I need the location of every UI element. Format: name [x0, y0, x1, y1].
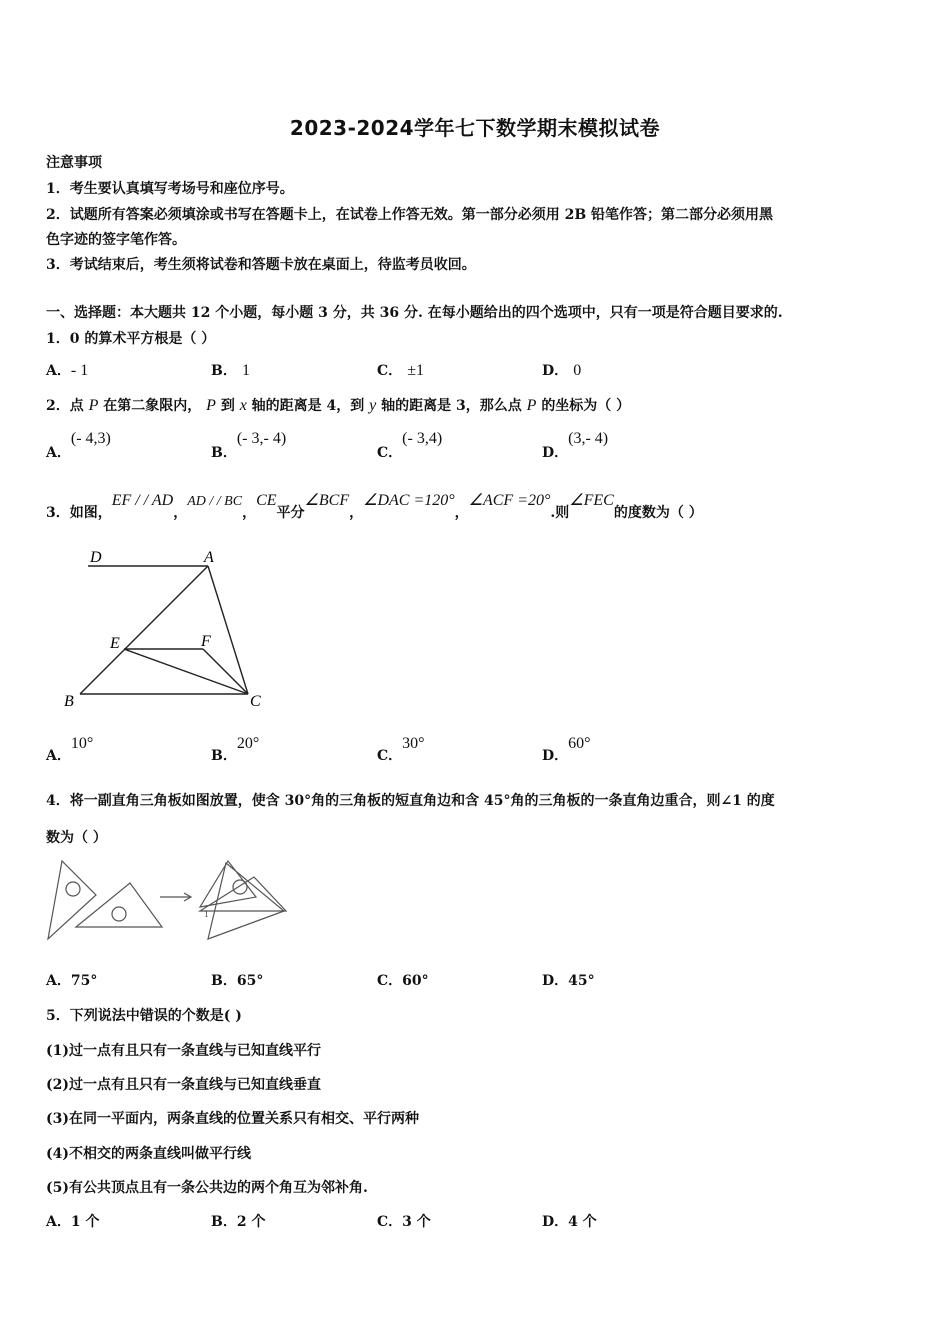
question-2-stem: 2．点 P 在第二象限内， P 到 x 轴的距离是 4，到 y 轴的距离是 3，那么点 P 的坐标为（ ）: [46, 397, 631, 414]
q1-option-b: B． 1: [211, 362, 250, 379]
notice-item: 1．考生要认真填写考场号和座位序号。: [46, 181, 294, 197]
point-label-a: A: [204, 549, 214, 566]
point-label-f: F: [201, 633, 211, 650]
notice-heading: 注意事项: [46, 155, 102, 171]
q4-figure: [44, 855, 294, 945]
q5-option-b: B．2 个: [211, 1214, 266, 1230]
q1-option-d: D． 0: [542, 362, 582, 379]
q5-statement: (2)过一点有且只有一条直线与已知直线垂直: [46, 1077, 321, 1093]
q3-option-c: C．30°: [377, 735, 425, 764]
angle-1-label: 1: [204, 909, 209, 919]
q2-option-c: C．(- 3,4): [377, 430, 443, 461]
q4-option-d: D．45°: [542, 973, 595, 989]
point-label-e: E: [110, 635, 120, 652]
section-heading: 一、选择题：本大题共 12 个小题，每小题 3 分，共 36 分. 在每小题给出的四个选项中，只有一项是符合题目要求的.: [46, 305, 783, 321]
q5-statement: (4)不相交的两条直线叫做平行线: [46, 1146, 251, 1162]
q2-option-a: A．(- 4,3): [46, 430, 111, 461]
q3-option-a: A．10°: [46, 735, 94, 764]
q1-option-a: A．- 1: [46, 362, 89, 379]
q5-statement: (1)过一点有且只有一条直线与已知直线平行: [46, 1043, 321, 1059]
q3-option-b: B．20°: [211, 735, 260, 764]
point-label-d: D: [90, 549, 102, 566]
q2-option-b: B．(- 3,- 4): [211, 430, 287, 461]
question-3-stem: 3．如图，EF / / AD，AD / / BC，CE平分∠BCF，∠DAC =120°，∠ACF =20°.则∠FEC的度数为（ ）: [46, 492, 703, 521]
q5-statement: (5)有公共顶点且有一条公共边的两个角互为邻补角.: [46, 1180, 368, 1196]
page-title: 2023-2024学年七下数学期末模拟试卷: [289, 116, 661, 140]
q4-option-c: C．60°: [377, 973, 429, 989]
notice-item: 3．考试结束后，考生须将试卷和答题卡放在桌面上，待监考员收回。: [46, 257, 476, 273]
question-4-stem: 4．将一副直角三角板如图放置，使含 30°角的三角板的短直角边和含 45°角的三角板的一条直角边重合，则∠1 的度: [46, 793, 775, 809]
q3-option-d: D．60°: [542, 735, 591, 764]
notice-item: 2．试题所有答案必须填涂或书写在答题卡上，在试卷上作答无效。第一部分必须用 2B 铅笔作答；第二部分必须用黑: [46, 207, 774, 223]
q5-option-c: C．3 个: [377, 1214, 431, 1230]
question-5-stem: 5．下列说法中错误的个数是( ): [46, 1008, 242, 1024]
q5-option-d: D．4 个: [542, 1214, 597, 1230]
notice-item: 色字迹的签字笔作答。: [46, 232, 186, 248]
point-label-c: C: [250, 693, 261, 710]
q1-option-c: C． ±1: [377, 362, 425, 379]
q5-option-a: A．1 个: [46, 1214, 100, 1230]
q5-statement: (3)在同一平面内，两条直线的位置关系只有相交、平行两种: [46, 1111, 419, 1127]
point-label-b: B: [64, 693, 74, 710]
q3-figure: [58, 542, 278, 714]
question-1-stem: 1．0 的算术平方根是（ ）: [46, 331, 216, 347]
q4-option-a: A．75°: [46, 973, 98, 989]
q2-option-d: D．(3,- 4): [542, 430, 609, 461]
q4-option-b: B．65°: [211, 973, 264, 989]
question-4-stem-cont: 数为（ ）: [46, 830, 107, 846]
